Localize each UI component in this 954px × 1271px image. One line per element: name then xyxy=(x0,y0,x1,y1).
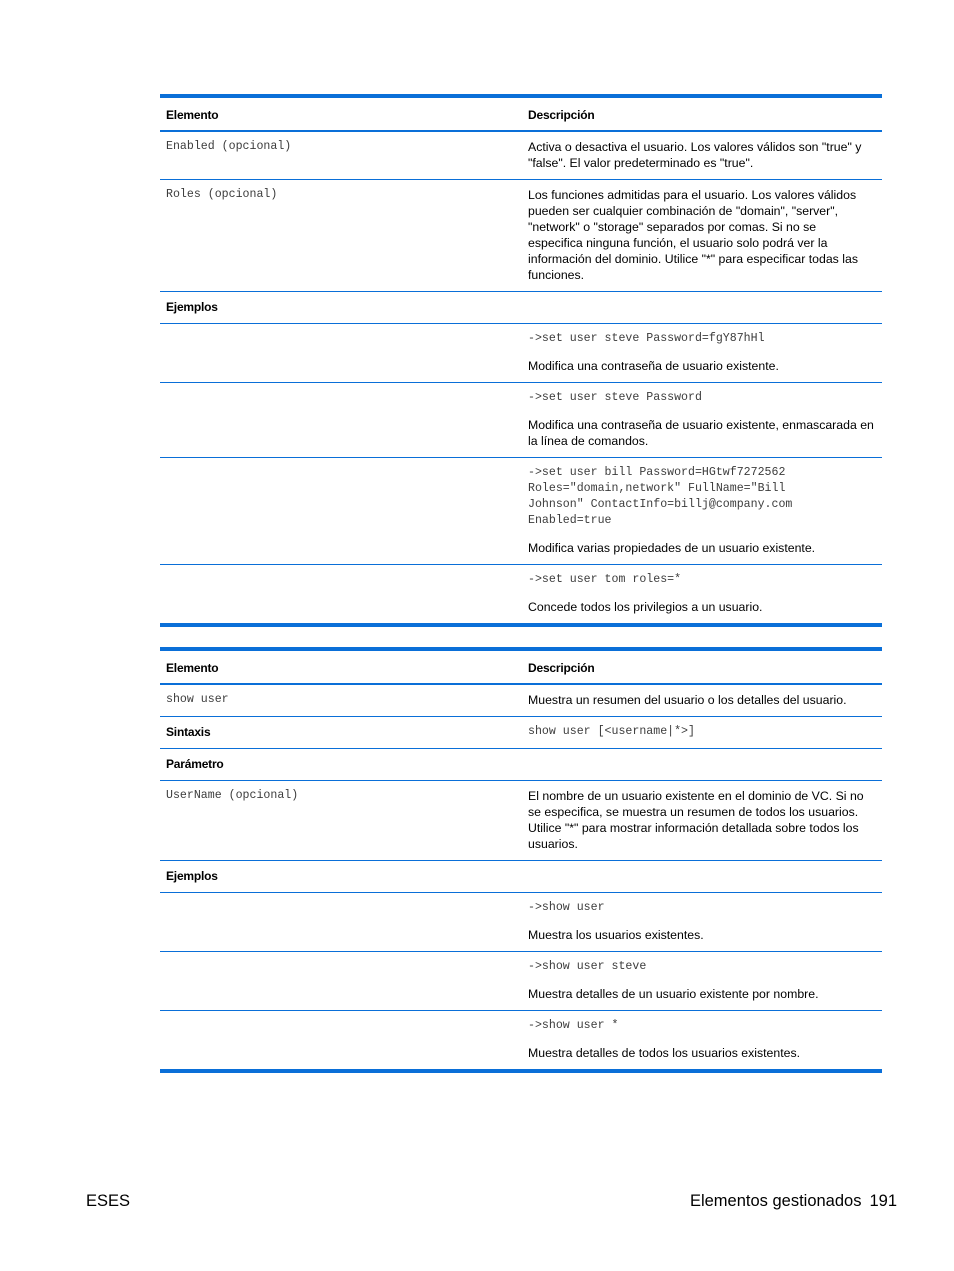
example-row xyxy=(160,383,882,458)
table-header-row xyxy=(160,651,882,685)
command-row xyxy=(160,685,882,717)
section-label: Ejemplos xyxy=(166,300,218,314)
header-element: Elemento xyxy=(166,108,219,122)
section-row-examples xyxy=(160,861,882,893)
show-user-table xyxy=(160,647,882,1073)
example-description: Muestra los usuarios existentes. xyxy=(528,928,704,942)
page-number: 191 xyxy=(869,1192,897,1210)
example-command: ->set user steve Password xyxy=(528,391,702,404)
table-row xyxy=(160,781,882,861)
header-description: Descripción xyxy=(528,661,595,675)
example-command: ->show user * xyxy=(528,1019,619,1032)
example-description: Modifica varias propiedades de un usuario existente. xyxy=(528,541,816,555)
header-description: Descripción xyxy=(528,108,595,122)
example-row xyxy=(160,565,882,623)
example-row xyxy=(160,893,882,952)
syntax-row xyxy=(160,717,882,749)
section-label: Parámetro xyxy=(166,757,224,771)
table-row xyxy=(160,180,882,292)
param-name: Enabled (opcional) xyxy=(166,140,292,153)
footer-section-title: Elementos gestionados xyxy=(689,1192,862,1210)
example-command: ->set user steve Password=fgY87hHl xyxy=(528,332,765,345)
param-name: UserName (opcional) xyxy=(166,789,299,802)
table-row xyxy=(160,132,882,180)
example-command: ->show user xyxy=(528,901,605,914)
param-name: Roles (opcional) xyxy=(166,188,278,201)
example-row xyxy=(160,952,882,1011)
example-description: Concede todos los privilegios a un usuario. xyxy=(528,600,763,614)
footer-section xyxy=(690,1191,897,1211)
command-name: show user xyxy=(166,693,229,706)
param-description: Activa o desactiva el usuario. Los valores válidos son "true" y "false". El valor predeterminado es "true". xyxy=(528,140,862,170)
example-row xyxy=(160,324,882,383)
table-header-row xyxy=(160,98,882,132)
example-command: ->set user bill Password=HGtwf7272562 Roles="domain,network" FullName="Bill Johnson" ContactInfo=billj@company.com Enabled=true xyxy=(528,466,793,527)
param-description: El nombre de un usuario existente en el dominio de VC. Si no se especifica, se muestra un resumen de todos los usuarios. Utilice "*" para mostrar información detallada sobre todos los usuarios. xyxy=(528,789,864,851)
example-row xyxy=(160,1011,882,1069)
footer-locale: ESES xyxy=(86,1192,131,1210)
command-description: Muestra un resumen del usuario o los detalles del usuario. xyxy=(528,693,847,707)
example-description: Muestra detalles de todos los usuarios existentes. xyxy=(528,1046,801,1060)
section-row-parameter xyxy=(160,749,882,781)
example-command: ->show user steve xyxy=(528,960,647,973)
header-element: Elemento xyxy=(166,661,219,675)
example-row xyxy=(160,458,882,565)
section-label: Ejemplos xyxy=(166,869,218,883)
set-user-table xyxy=(160,94,882,627)
syntax-value: show user [<username|*>] xyxy=(528,725,695,738)
example-description: Modifica una contraseña de usuario existente, enmascarada en la línea de comandos. xyxy=(528,418,874,448)
example-command: ->set user tom roles=* xyxy=(528,573,682,586)
param-description: Los funciones admitidas para el usuario. Los valores válidos pueden ser cualquier combinación de "domain", "server", "network" o "storage" separados por comas. Si no se especifica ninguna función, el usuario solo podrá ver la información del dominio. Utilice "*" para especificar todas las funciones. xyxy=(528,188,858,282)
section-row-examples xyxy=(160,292,882,324)
section-label: Sintaxis xyxy=(166,725,211,739)
example-description: Modifica una contraseña de usuario existente. xyxy=(528,359,779,373)
example-description: Muestra detalles de un usuario existente por nombre. xyxy=(528,987,819,1001)
